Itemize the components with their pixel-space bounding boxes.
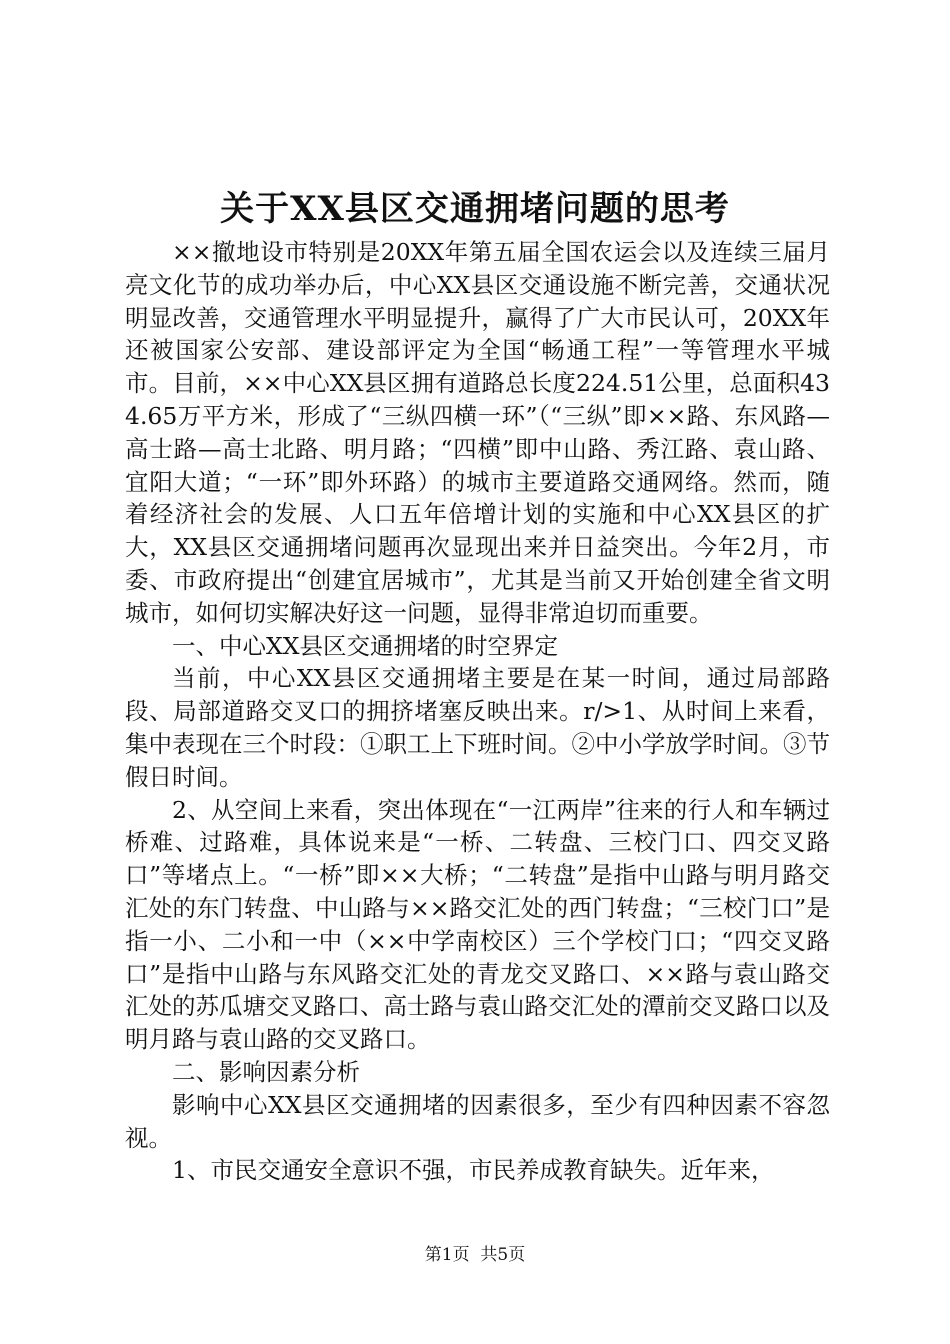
paragraph-space: 2、从空间上来看，突出体现在“一江两岸”往来的行人和车辆过桥难、过路难，具体说来是“一桥、二转盘、三校门口、四交叉路口”等堵点上。“一桥”即××大桥；“二转盘”是指中山路与明月路交汇处的东门转盘、中山路与××路交汇处的西门转盘；“三校门口”是指一小、二小和一中（××中学南校区）三个学校门口；“四交叉路口”是指中山路与东风路交汇处的青龙交叉路口、××路与袁山路交汇处的苏瓜塘交叉路口、高士路与袁山路交汇处的潭前交叉路口以及明月路与袁山路的交叉路口。 xyxy=(125,795,830,1054)
paragraph-intro: ××撤地设市特别是20XX年第五届全国农运会以及连续三届月亮文化节的成功举办后，中心XX县区交通设施不断完善，交通状况明显改善，交通管理水平明显提升，赢得了广大市民认可，20XX年还被国家公安部、建设部评定为全国“畅通工程”一等管理水平城市。目前，××中心XX县区拥有道路总长度224.51公里，总面积434.65万平方米，形成了“三纵四横一环”（“三纵”即××路、东风路—高士路—高士北路、明月路；“四横”即中山路、秀江路、袁山路、宜阳大道；“一环”即外环路）的城市主要道路交通网络。然而，随着经济社会的发展、人口五年倍增计划的实施和中心XX县区的扩大，XX县区交通拥堵问题再次显现出来并日益突出。今年2月，市委、市政府提出“创建宜居城市”，尤其是当前又开始创建全省文明城市，如何切实解决好这一问题，显得非常迫切而重要。 xyxy=(125,238,830,627)
section-heading-2: 二、影响因素分析 xyxy=(172,1057,360,1086)
paragraph-time: 当前，中心XX县区交通拥堵主要是在某一时间，通过局部路段、局部道路交叉口的拥挤堵塞反映出来。r/>1、从时间上来看，集中表现在三个时段：①职工上下班时间。②中小学放学时间。③节假日时间。 xyxy=(125,664,830,791)
paragraph-factor-1: 1、市民交通安全意识不强，市民养成教育缺失。近年来， xyxy=(172,1156,775,1185)
page-number: 第1页 共5页 xyxy=(424,1245,526,1265)
document-title: 关于XX县区交通拥堵问题的思考 xyxy=(220,189,730,229)
section-heading-1: 一、中心XX县区交通拥堵的时空界定 xyxy=(172,631,558,660)
document-body xyxy=(125,236,830,1187)
paragraph-factors: 影响中心XX县区交通拥堵的因素很多，至少有四种因素不容忽视。 xyxy=(125,1090,830,1152)
page-footer xyxy=(0,1243,950,1267)
